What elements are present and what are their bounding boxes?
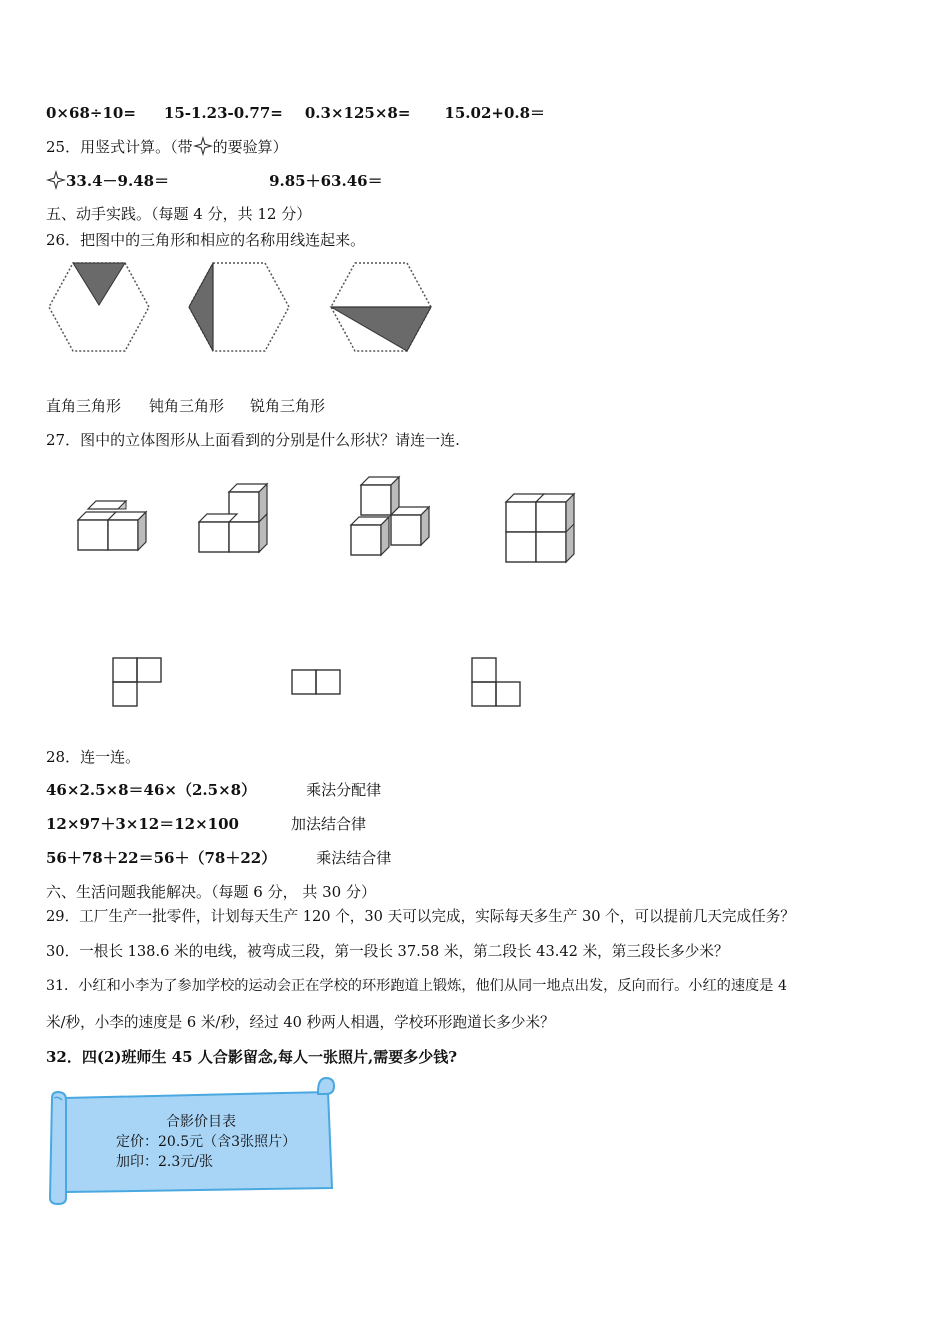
match-law: 乘法结合律 <box>316 849 392 867</box>
hexagon-figure-1 <box>48 262 150 352</box>
question-31-line-1: 31．小红和小李为了参加学校的运动会正在学校的环形跑道上锻炼，他们从同一地点出发，反向而行。小红的速度是 4 <box>46 978 787 994</box>
cube-figure-3 <box>349 475 435 559</box>
top-view-3 <box>471 657 523 709</box>
question-29: 29．工厂生产一批零件，计划每天生产 120 个，30 天可以完成，实际每天多生产 30 个，可以提前几天完成任务？ <box>46 908 795 925</box>
question-30: 30．一根长 138.6 米的电线，被弯成三段，第一段长 37.58 米，第二段长 43.42 米，第三段长多少米？ <box>46 943 729 960</box>
match-expression: 56＋78＋22＝56＋（78＋22） <box>46 849 277 867</box>
section-5-title: 五、动手实践。（每题 4 分，共 12 分） <box>46 205 312 223</box>
question-26-title: 26．把图中的三角形和相应的名称用线连起来。 <box>46 231 366 249</box>
triangle-label: 直角三角形 <box>46 397 122 415</box>
star-icon <box>193 137 213 155</box>
calc-item: 0×68÷10= <box>46 104 136 122</box>
match-expression: 12×97＋3×12＝12×100 <box>46 815 239 833</box>
question-31-line-2: 米/秒，小李的速度是 6 米/秒，经过 40 秒两人相遇，学校环形跑道长多少米？ <box>46 1014 555 1031</box>
match-row <box>46 780 381 800</box>
q25-item-1: 33.4－9.48＝ <box>66 172 170 190</box>
q25-item-2: 9.85＋63.46＝ <box>269 172 383 190</box>
triangle-labels <box>46 396 325 416</box>
match-expression: 46×2.5×8＝46×（2.5×8） <box>46 781 257 799</box>
calc-row <box>46 103 545 123</box>
calc-item: 0.3×125×8= <box>304 104 411 122</box>
top-view-1 <box>112 657 164 709</box>
triangle-label: 锐角三角形 <box>250 397 326 415</box>
cube-figure-1 <box>76 498 152 554</box>
match-law: 加法结合律 <box>290 815 366 833</box>
hexagon-figure-2 <box>188 262 290 352</box>
question-28-title: 28．连一连。 <box>46 748 141 766</box>
banner-extra: 加印：2.3元/张 <box>116 1154 213 1170</box>
calc-item: 15.02+0.8＝ <box>444 104 546 122</box>
top-view-2 <box>291 669 343 697</box>
section-6-title: 六、生活问题我能解决。（每题 6 分， 共 30 分） <box>46 883 376 901</box>
question-32: 32．四(2)班师生 45 人合影留念,每人一张照片,需要多少钱? <box>46 1048 458 1066</box>
cube-figure-2 <box>197 482 273 556</box>
match-law: 乘法分配律 <box>306 781 382 799</box>
calc-item: 15-1.23-0.77= <box>163 104 283 122</box>
banner-title: 合影价目表 <box>166 1114 236 1130</box>
q25-row <box>46 171 383 191</box>
star-icon <box>46 171 66 189</box>
q25-title-part: 25．用竖式计算。（带 <box>46 138 193 156</box>
banner-price: 定价：20.5元（含3张照片） <box>116 1134 297 1150</box>
match-row <box>46 848 391 868</box>
hexagon-figure-3 <box>330 262 432 352</box>
triangle-label: 钝角三角形 <box>149 397 225 415</box>
cube-figure-4 <box>504 490 580 566</box>
question-27-title: 27．图中的立体图形从上面看到的分别是什么形状？请连一连. <box>46 431 460 449</box>
question-25-title <box>46 137 288 157</box>
match-row <box>46 814 366 834</box>
q25-title-part: 的要验算） <box>212 138 288 156</box>
